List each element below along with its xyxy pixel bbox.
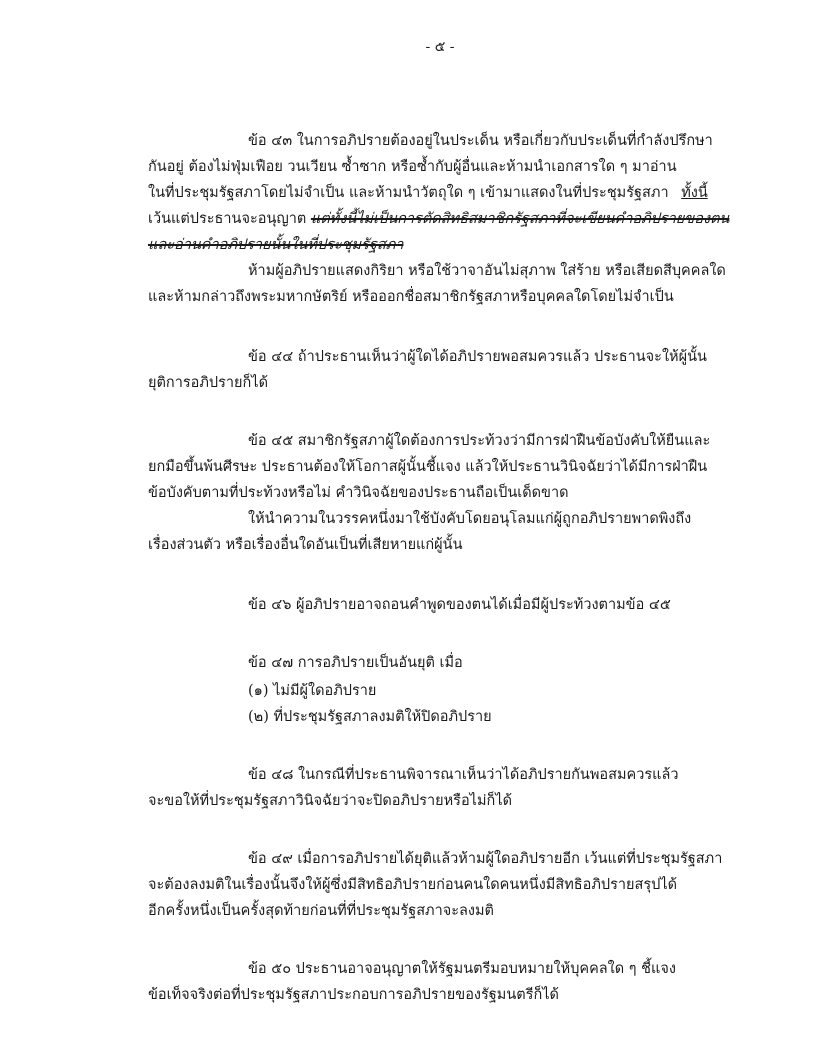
- section-43-struck-line: และอ่านคำอภิปรายนั้นในที่ประชุมรัฐสภา: [148, 237, 404, 253]
- section-50-line-2: ข้อเท็จจริงต่อที่ประชุมรัฐสภาประกอบการอภิปรายของรัฐมนตรีก็ได้: [148, 987, 559, 1003]
- section-45-line-5: เรื่องส่วนตัว หรือเรื่องอื่นใดอันเป็นที่เสียหายแก่ผู้นั้น: [148, 537, 463, 553]
- section-50-line-1: ข้อ ๕๐ ประธานอาจอนุญาตให้รัฐมนตรีมอบหมายให้บุคคลใด ๆ ชี้แจง: [248, 961, 676, 977]
- section-43-line-3-text: ในที่ประชุมรัฐสภาโดยไม่จำเป็น และห้ามนำวัตถุใด ๆ เข้ามาแสดงในที่ประชุมรัฐสภา: [148, 185, 669, 201]
- section-48-line-1: ข้อ ๔๘ ในกรณีที่ประธานพิจารณาเห็นว่าได้อภิปรายกันพอสมควรแล้ว: [248, 767, 679, 783]
- section-44-line-2: ยุติการอภิปรายก็ได้: [148, 375, 269, 391]
- section-43-line-4-text: เว้นแต่ประธานจะอนุญาต: [148, 211, 307, 227]
- section-45-line-1: ข้อ ๔๕ สมาชิกรัฐสภาผู้ใดต้องการประท้วงว่ามีการฝ่าฝืนข้อบังคับให้ยืนและ: [248, 433, 711, 449]
- section-43-struck-text: แต่ทั้งนี้ไม่เป็นการตัดสิทธิสมาชิกรัฐสภาที่จะเขียนคำอภิปรายของตน: [310, 211, 730, 227]
- section-43-line-1: ข้อ ๔๓ ในการอภิปรายต้องอยู่ในประเด็น หรือเกี่ยวกับประเด็นที่กำลังปรึกษา: [248, 133, 713, 149]
- section-49-line-2: จะต้องลงมติในเรื่องนั้นจึงให้ผู้ซึ่งมีสิทธิอภิปรายก่อนคนใดคนหนึ่งมีสิทธิอภิปรายสรุปได้: [148, 877, 678, 893]
- section-43-line-7: และห้ามกล่าวถึงพระมหากษัตริย์ หรือออกชื่อสมาชิกรัฐสภาหรือบุคคลใดโดยไม่จำเป็น: [148, 289, 674, 305]
- section-47-item-1: (๑) ไม่มีผู้ใดอภิปราย: [248, 683, 377, 699]
- section-45-line-2: ยกมือขึ้นพ้นศีรษะ ประธานต้องให้โอกาสผู้นั้นชี้แจง แล้วให้ประธานวินิจฉัยว่าได้มีการฝ่าฝืน: [148, 459, 708, 475]
- section-43-line-4: [148, 208, 729, 230]
- section-49-line-1: ข้อ ๔๙ เมื่อการอภิปรายได้ยุติแล้วห้ามผู้ใดอภิปรายอีก เว้นแต่ที่ประชุมรัฐสภา: [248, 851, 723, 867]
- section-44-line-1: ข้อ ๔๔ ถ้าประธานเห็นว่าผู้ใดได้อภิปรายพอสมควรแล้ว ประธานจะให้ผู้นั้น: [248, 349, 707, 365]
- section-43-line-6: ห้ามผู้อภิปรายแสดงกิริยา หรือใช้วาจาอันไม่สุภาพ ใส่ร้าย หรือเสียดสีบุคคลใด: [248, 263, 726, 279]
- section-43-line-3: [148, 182, 708, 204]
- section-47-line-1: ข้อ ๔๗ การอภิปรายเป็นอันยุติ เมื่อ: [248, 655, 463, 671]
- section-46-line-1: ข้อ ๔๖ ผู้อภิปรายอาจถอนคำพูดของตนได้เมื่อมีผู้ประท้วงตามข้อ ๔๕: [248, 597, 671, 613]
- section-47-item-2: (๒) ที่ประชุมรัฐสภาลงมติให้ปิดอภิปราย: [248, 709, 492, 725]
- section-45-line-4: ให้นำความในวรรคหนึ่งมาใช้บังคับโดยอนุโลมแก่ผู้ถูกอภิปรายพาดพิงถึง: [248, 511, 692, 527]
- section-48-line-2: จะขอให้ที่ประชุมรัฐสภาวินิจฉัยว่าจะปิดอภิปรายหรือไม่ก็ได้: [148, 793, 513, 809]
- section-45-line-3: ข้อบังคับตามที่ประท้วงหรือไม่ คำวินิจฉัยของประธานถือเป็นเด็ดขาด: [148, 485, 569, 501]
- page-number: - ๕ -: [425, 39, 455, 55]
- section-43-line-2: กันอยู่ ต้องไม่ฟุ่มเฟือย วนเวียน ซ้ำซาก หรือซ้ำกับผู้อื่นและห้ามนำเอกสารใด ๆ มาอ่าน: [148, 159, 677, 175]
- section-49-line-3: อีกครั้งหนึ่งเป็นครั้งสุดท้ายก่อนที่ที่ประชุมรัฐสภาจะลงมติ: [148, 903, 494, 919]
- section-43-underlined-text: ทั้งนี้: [681, 185, 708, 201]
